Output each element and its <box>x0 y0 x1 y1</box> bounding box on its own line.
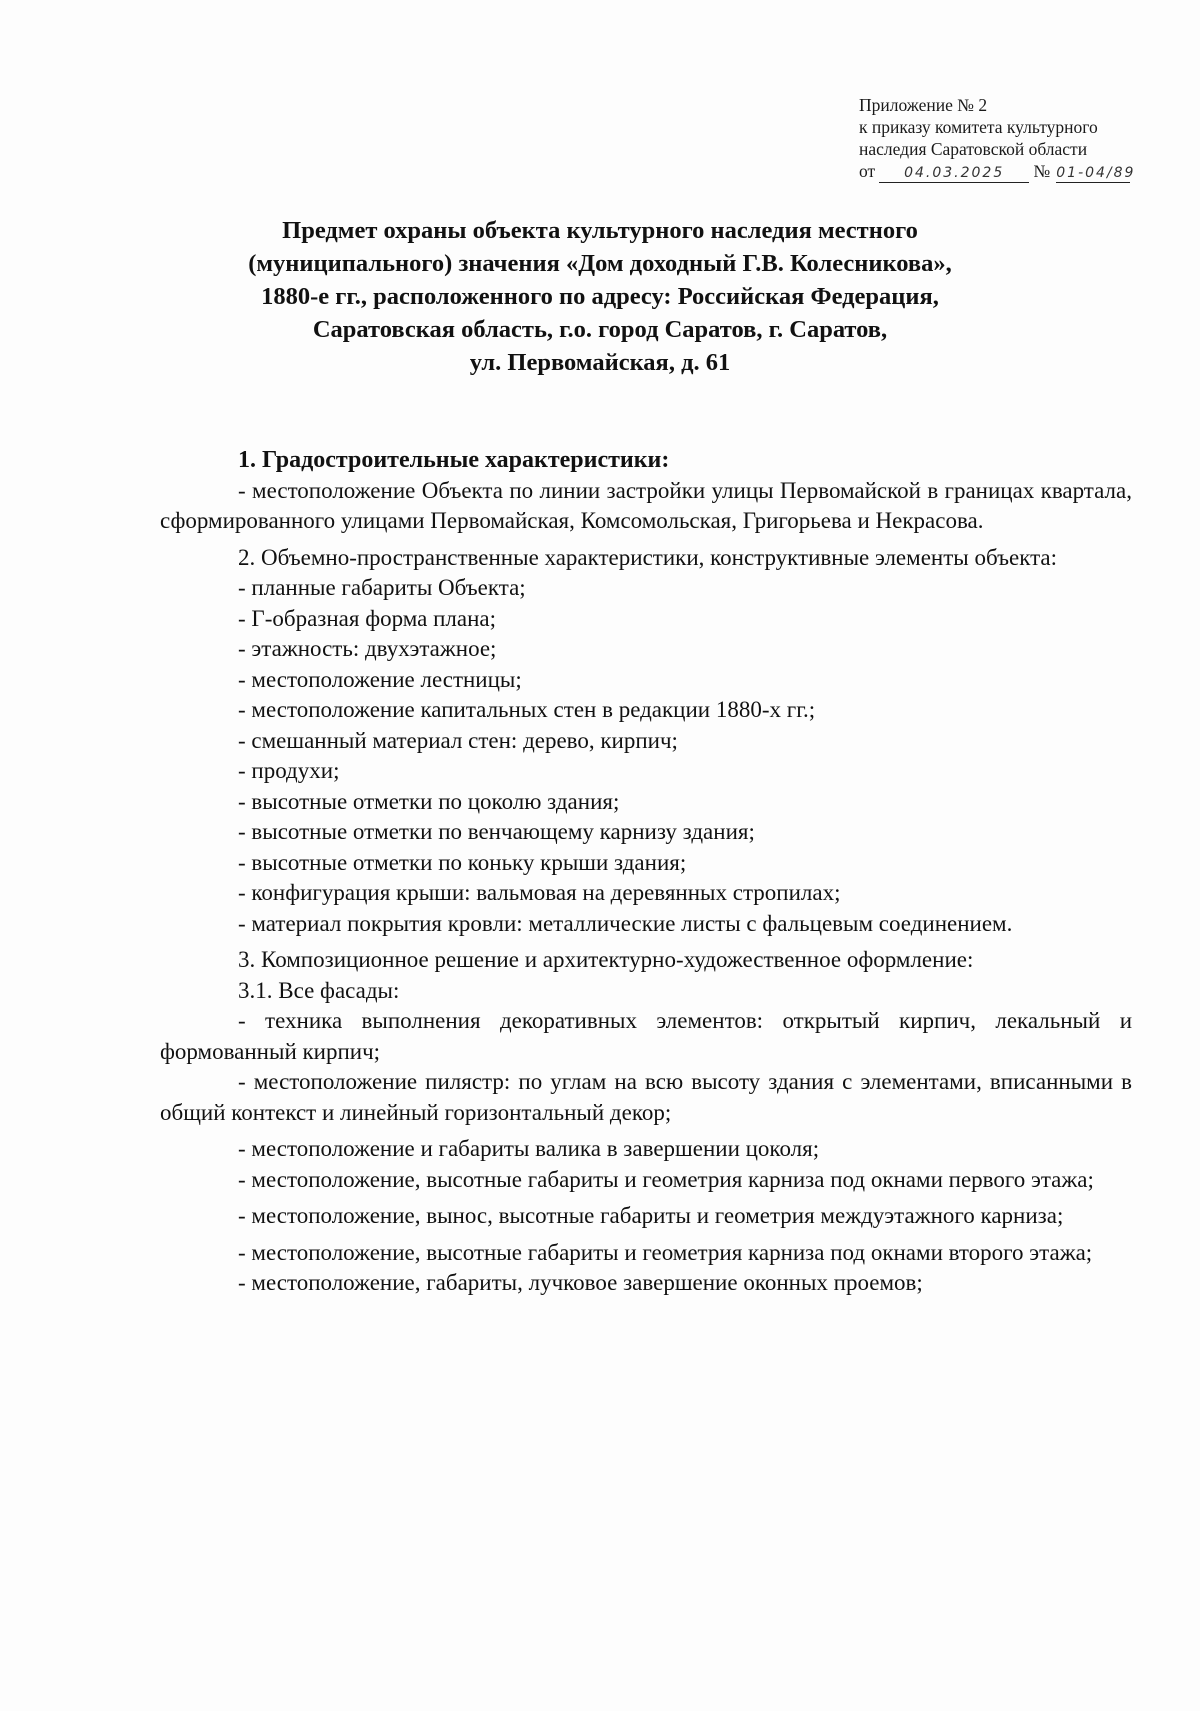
annex-block <box>859 94 1159 183</box>
from-label: от <box>859 161 876 181</box>
section-3-heading: 3. Композиционное решение и архитектурно-художественное оформление: <box>238 947 974 972</box>
section-1-heading: 1. Градостроительные характеристики: <box>238 447 670 473</box>
section-3-1-item: - местоположение, высотные габариты и геометрия карниза под окнами второго этажа; <box>238 1239 1093 1265</box>
section-2-item: - продухи; <box>238 758 340 783</box>
title-line-5: ул. Первомайская, д. 61 <box>469 349 731 376</box>
document-title <box>170 214 1030 379</box>
section-3-1-item: - местоположение, габариты, лучковое завершение оконных проемов; <box>238 1270 923 1295</box>
section-1-text: - местоположение Объекта по линии застройки улицы Первомайской в границах квартала, сформированного улицами Первомайская, Комсомольская, Григорьева и Некрасова. <box>160 477 1132 533</box>
section-2-item: - Г-образная форма плана; <box>238 605 497 631</box>
section-2-item: - местоположение лестницы; <box>238 666 522 692</box>
section-2-item: - планные габариты Объекта; <box>238 575 526 600</box>
section-2-item: - местоположение капитальных стен в редакции 1880-х гг.; <box>238 697 816 722</box>
order-date: 04.03.2025 <box>879 164 1029 183</box>
annex-line-2: к приказу комитета культурного <box>859 117 1098 137</box>
section-2-item: - этажность: двухэтажное; <box>238 636 497 661</box>
section-2-heading: 2. Объемно-пространственные характеристики, конструктивные элементы объекта: <box>238 544 1057 570</box>
section-3-1-item: - техника выполнения декоративных элементов: открытый кирпич, лекальный и формованный кирпич; <box>160 1008 1132 1064</box>
annex-date-line <box>859 160 1159 183</box>
annex-line-3: наследия Саратовской области <box>859 139 1088 159</box>
section-2-last-item: - материал покрытия кровли: металлические листы с фальцевым соединением. <box>238 910 1013 936</box>
order-number: 01-04/89 <box>1056 165 1136 181</box>
section-2-item: - высотные отметки по цоколю здания; <box>238 788 620 814</box>
section-3-1-item: - местоположение, вынос, высотные габариты и геометрия междуэтажного карниза; <box>238 1203 1064 1228</box>
section-3-1-heading: 3.1. Все фасады: <box>238 977 400 1003</box>
section-2-item: - конфигурация крыши: вальмовая на деревянных стропилах; <box>238 880 841 905</box>
title-line-3: 1880-е гг., расположенного по адресу: Российская Федерация, <box>261 283 939 310</box>
annex-line-1: Приложение № 2 <box>859 95 988 115</box>
section-2-item: - смешанный материал стен: дерево, кирпич; <box>238 727 678 753</box>
number-label: № <box>1033 161 1051 181</box>
section-3-1-item: - местоположение и габариты валика в завершении цоколя; <box>238 1136 820 1161</box>
title-line-4: Саратовская область, г.о. город Саратов, г. Саратов, <box>312 316 888 343</box>
section-2-item: - высотные отметки по венчающему карнизу здания; <box>238 819 755 844</box>
section-2-item: - высотные отметки по коньку крыши здания; <box>238 849 687 875</box>
title-line-2: (муниципального) значения «Дом доходный Г.В. Колесникова», <box>248 250 952 277</box>
section-3-1-item: - местоположение, высотные габариты и геометрия карниза под окнами первого этажа; <box>238 1166 1094 1192</box>
document-body <box>160 445 1132 1299</box>
section-3-1-item: - местоположение пилястр: по углам на всю высоту здания с элементами, вписанными в общий контекст и линейный горизонтальный декор; <box>160 1069 1132 1125</box>
title-line-1: Предмет охраны объекта культурного наследия местного <box>282 217 918 244</box>
